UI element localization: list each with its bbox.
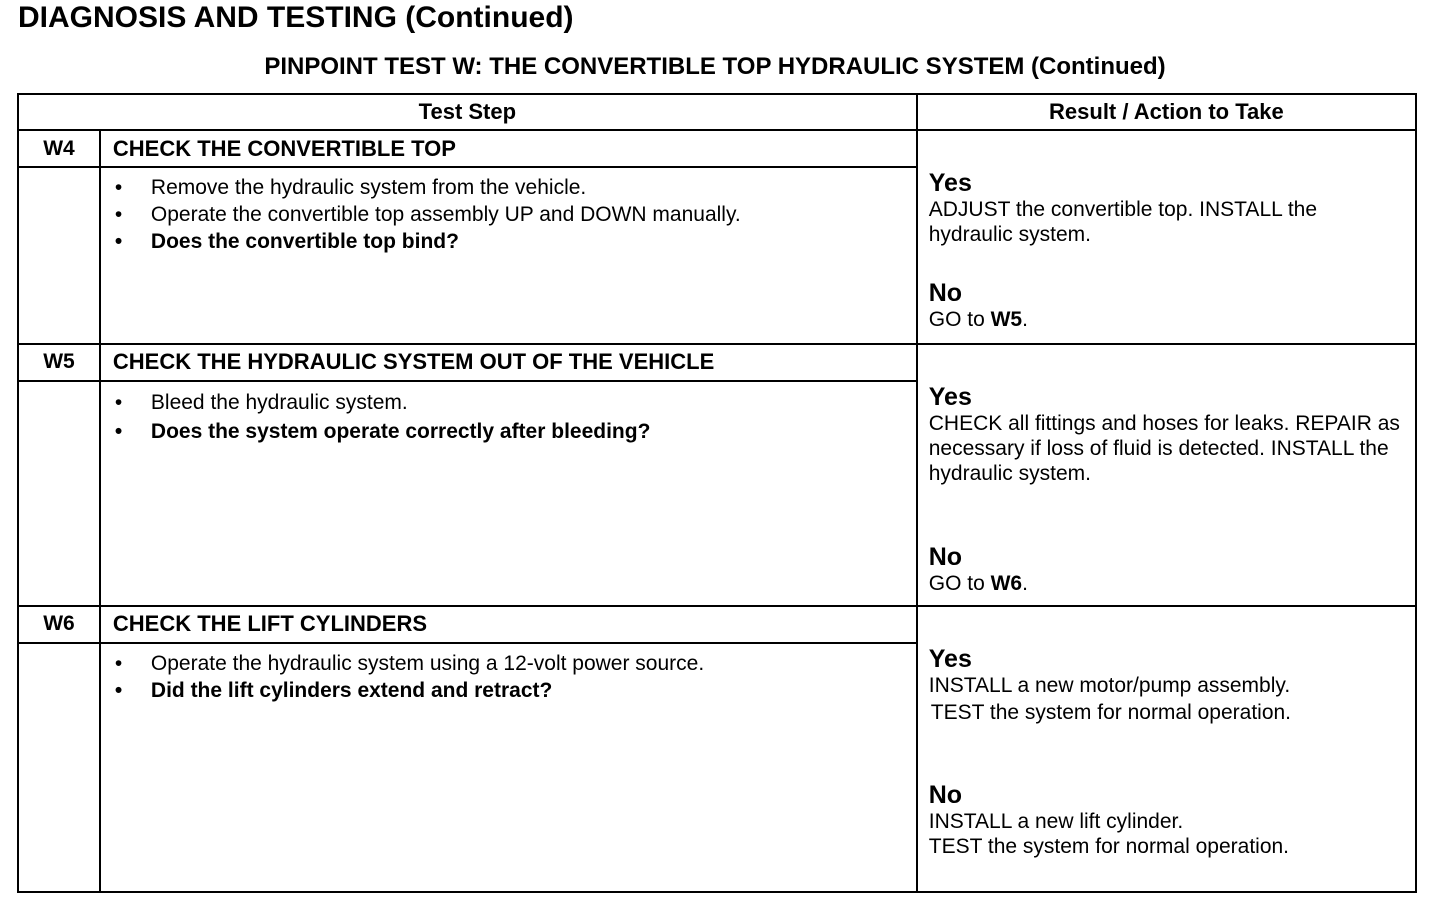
no-action: TEST the system for normal operation.: [928, 835, 1290, 858]
yes-action: ADJUST the convertible top. INSTALL the hydraulic system.: [928, 198, 1318, 246]
table-header-row: [18, 94, 1416, 130]
yes-action: TEST the system for normal operation.: [930, 701, 1292, 724]
goto-step-link: W6: [990, 572, 1023, 595]
page-title: DIAGNOSIS AND TESTING (Continued): [18, 1, 574, 34]
step-row-w4: [18, 130, 1416, 167]
step-id: W4: [18, 130, 100, 167]
step-id-blank: [18, 643, 100, 892]
no-action: GO to W5.: [928, 308, 1028, 331]
result-header: Result / Action to Take: [917, 94, 1416, 130]
step-id: W5: [18, 344, 100, 381]
step-row-w6: [18, 606, 1416, 643]
step-instructions: [100, 381, 917, 606]
pinpoint-test-title: PINPOINT TEST W: THE CONVERTIBLE TOP HYDRAULIC SYSTEM (Continued): [264, 53, 1166, 80]
step-title: CHECK THE HYDRAULIC SYSTEM OUT OF THE VEHICLE: [100, 344, 917, 381]
goto-step-link: W5: [990, 308, 1023, 331]
no-label: No: [928, 279, 963, 307]
step-question: • Does the convertible top bind?: [115, 228, 916, 255]
no-label: No: [928, 543, 963, 571]
step-id: W6: [18, 606, 100, 643]
yes-label: Yes: [928, 169, 972, 197]
instruction-item: • Remove the hydraulic system from the vehicle.: [115, 174, 916, 201]
step-question: • Does the system operate correctly after bleeding?: [115, 418, 916, 445]
step-title: CHECK THE CONVERTIBLE TOP: [100, 130, 917, 167]
pinpoint-test-table: [17, 93, 1417, 893]
step-question: • Did the lift cylinders extend and retract?: [115, 677, 916, 704]
result-cell: [917, 344, 1416, 606]
step-id-blank: [18, 381, 100, 606]
yes-label: Yes: [928, 383, 972, 411]
yes-action: CHECK all fittings and hoses for leaks. REPAIR as necessary if loss of fluid is detected. INSTALL the hydraulic system.: [928, 412, 1400, 485]
no-label: No: [928, 781, 963, 809]
no-action: INSTALL a new lift cylinder.: [928, 810, 1184, 833]
step-instructions: [100, 643, 917, 892]
step-instructions: [100, 167, 917, 344]
yes-label: Yes: [928, 645, 972, 673]
test-step-header: Test Step: [18, 94, 917, 130]
step-row-w5: [18, 344, 1416, 381]
result-cell: [917, 130, 1416, 344]
result-cell: [917, 606, 1416, 892]
instruction-item: • Operate the hydraulic system using a 12-volt power source.: [115, 650, 916, 677]
step-id-blank: [18, 167, 100, 344]
instruction-item: • Bleed the hydraulic system.: [115, 388, 916, 418]
yes-action: INSTALL a new motor/pump assembly.: [928, 674, 1291, 697]
instruction-item: • Operate the convertible top assembly UP and DOWN manually.: [115, 201, 916, 228]
step-title: CHECK THE LIFT CYLINDERS: [100, 606, 917, 643]
no-action: GO to W6.: [928, 572, 1028, 595]
